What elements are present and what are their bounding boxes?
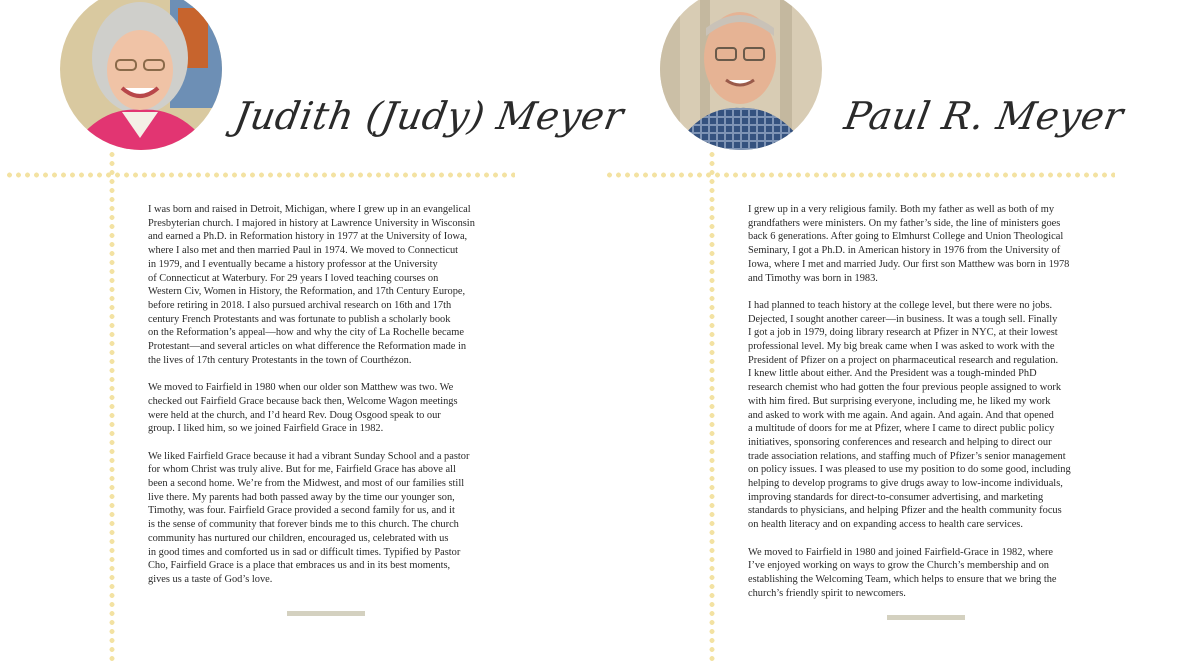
judith-name-heading: Judith (Judy) Meyer	[231, 94, 628, 138]
portrait-man-icon	[660, 0, 822, 150]
dotted-divider-vertical	[109, 150, 115, 661]
paul-name-heading: Paul R. Meyer	[841, 94, 1127, 138]
end-rule	[287, 611, 365, 616]
dotted-divider-vertical	[709, 150, 715, 661]
profile-paul	[600, 0, 1200, 661]
judith-portrait-photo	[60, 0, 222, 150]
bio-paragraph: I had planned to teach history at the college level, but there were no jobs. Dejected, I sought another career—in business. It was a tough sell. Finally I got a job in 1979, doing library research at Pfizer in NYC, at their lowest professional level. My big break came when I was asked to work with the President of Pfizer on a project on pharmaceutical research and regulation. I knew little about either. And the President was a tough-minded PhD research chemist who had gotten the four previous people assigned to work with him fired. But surprising everyone, including me, he liked my work and asked to work with me again. And again. And again. And that opened a multitude of doors for me at Pfizer, where I came to direct public policy initiatives, sponsoring conferences and research and helping to direct our trade association relations, and staffing much of Pfizer’s senior management on policy issues. I was pleased to use my position to do some good, including helping to develop programs to give drugs away to low-income individuals, improving standards for direct-to-consumer advertising, and marketing standards to physicians, and helping Pfizer and the health community focus on health literacy and on expanding access to health care services.	[748, 299, 1071, 531]
paul-portrait-photo	[660, 0, 822, 150]
bio-paragraph: We liked Fairfield Grace because it had a vibrant Sunday School and a pastor for whom Christ was truly alive. But for me, Fairfield Grace has above all been a second home. We’re from the Midwest, and most of our families still live there. My parents had both passed away by the time our younger son, Timothy, was four. Fairfield Grace provided a second family for us, and it is the sense of community that forever binds me to this church. The church community has nurtured our children, encouraged us, celebrated with us in good times and comforted us in sad or difficult times. Typified by Pastor Cho, Fairfield Grace is a place that embraces us and in its best moments, gives us a taste of God’s love.	[148, 450, 470, 585]
bio-paragraph: We moved to Fairfield in 1980 and joined Fairfield-Grace in 1982, where I’ve enjoyed working on ways to grow the Church’s membership and on establishing the Welcoming Team, which helps to ensure that we bring the church’s friendly spirit to newcomers.	[748, 546, 1057, 599]
bio-paragraph: We moved to Fairfield in 1980 when our older son Matthew was two. We checked out Fairfield Grace because back then, Welcome Wagon meetings were held at the church, and I’d heard Rev. Doug Osgood speak to our group. I liked him, so we joined Fairfield Grace in 1982.	[148, 382, 458, 435]
dotted-divider-horizontal	[605, 172, 1115, 178]
dotted-divider-horizontal	[5, 172, 515, 178]
judith-bio	[148, 203, 518, 600]
bio-paragraph: I grew up in a very religious family. Both my father as well as both of my grandfathers were ministers. On my father’s side, the line of ministers goes back 6 generations. After going to Elmhurst College and Union Theological Seminary, I got a Ph.D. in American history in 1976 from the University of Iowa, where I met and married Judy. Our first son Matthew was born in 1978 and Timothy was born in 1983.	[748, 204, 1070, 284]
bio-paragraph: I was born and raised in Detroit, Michigan, where I grew up in an evangelical Presbyterian church. I majored in history at Lawrence University in Wisconsin and earned a Ph.D. in Reformation history in 1977 at the University of Iowa, where I also met and then married Paul in 1974. We moved to Connecticut in 1979, and I eventually became a history professor at the University of Connecticut at Waterbury. For 29 years I loved teaching courses on Western Civ, Women in History, the Reformation, and 17th Century Europe, before retiring in 2018. I also pursued archival research on 16th and 17th century French Protestants and was fortunate to publish a scholarly book on the Reformation’s appeal—how and why the city of La Rochelle became Protestant—and several articles on what difference the Reformation made in the lives of 17th century Protestants in the town of Courthézon.	[148, 204, 475, 366]
end-rule	[887, 615, 965, 620]
paul-bio	[748, 203, 1118, 614]
portrait-woman-icon	[60, 0, 222, 150]
